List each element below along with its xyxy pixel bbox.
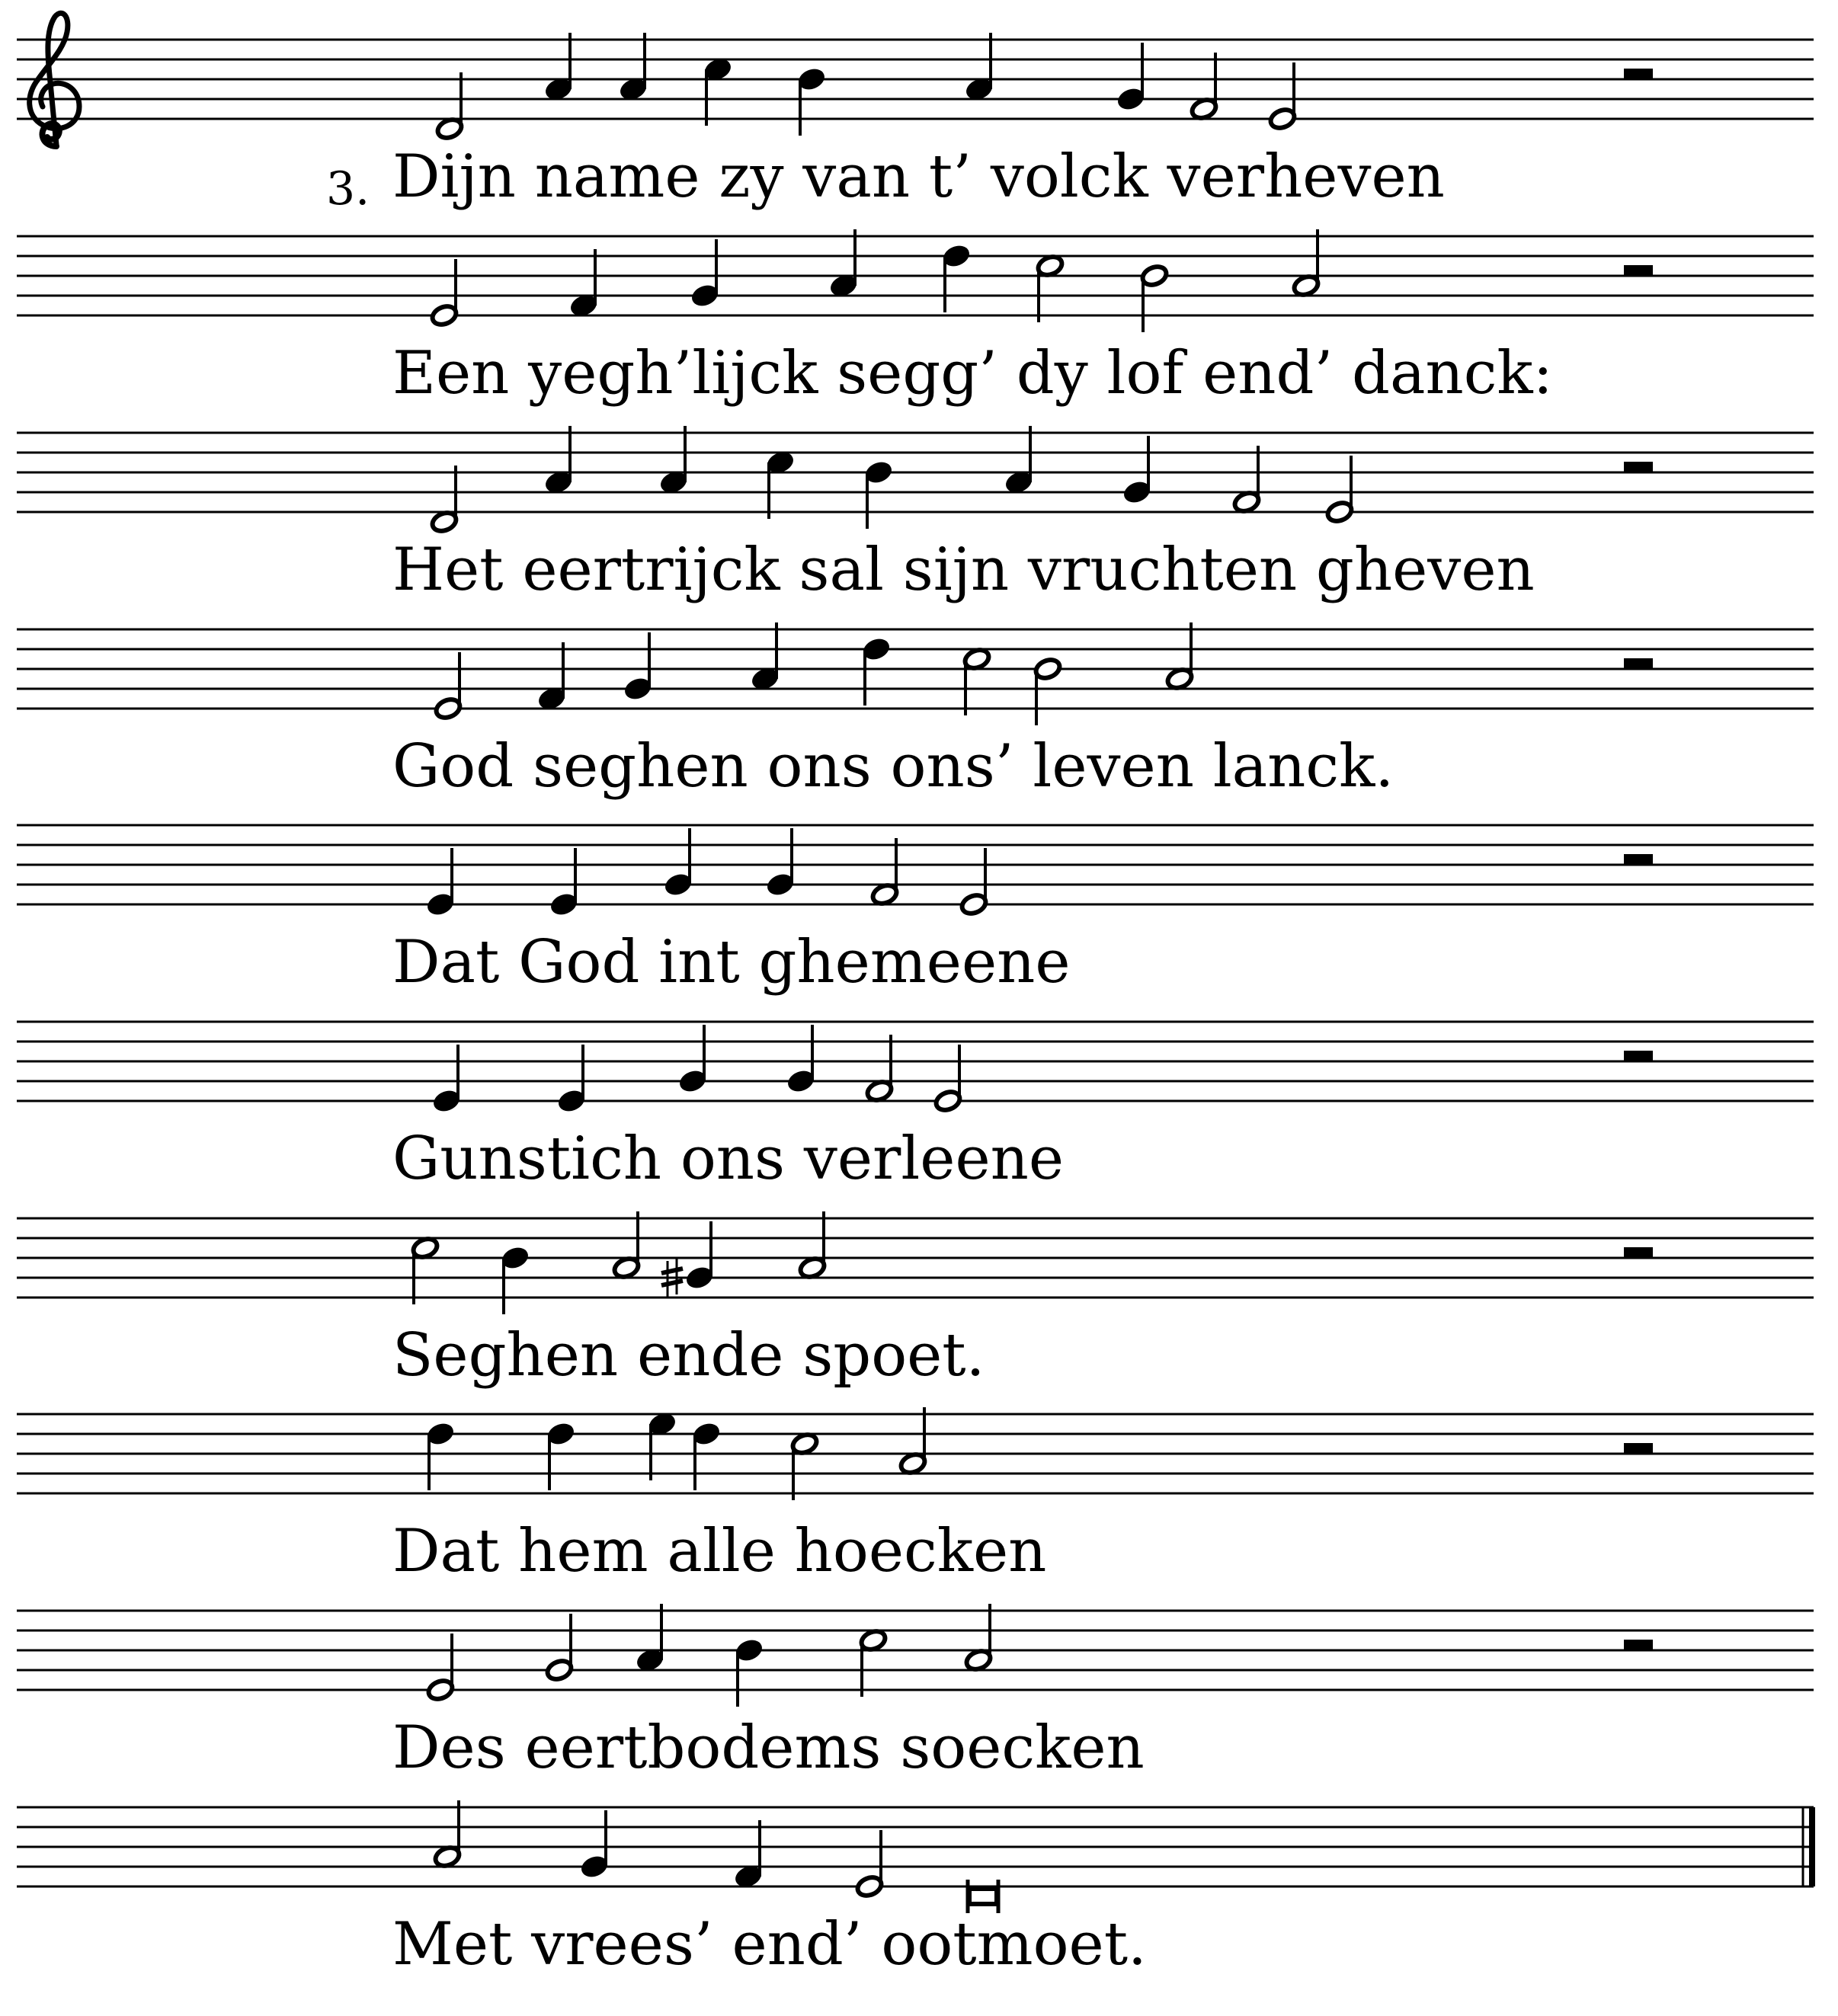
note (790, 1432, 819, 1500)
half-rest (1624, 1051, 1653, 1061)
note (798, 1211, 827, 1280)
staff-system (17, 825, 1814, 917)
note (703, 56, 734, 126)
note (968, 1880, 998, 1913)
staff-system (17, 229, 1814, 332)
note (647, 1411, 678, 1480)
staff-system (17, 426, 1814, 534)
note (1268, 62, 1297, 131)
note (690, 239, 721, 309)
note (1033, 657, 1062, 725)
note (1165, 622, 1194, 691)
note (663, 828, 694, 898)
note (430, 259, 459, 328)
lyric-line: Dat God int ghemeene (392, 928, 1071, 997)
note (425, 848, 456, 917)
note (543, 426, 575, 495)
note (677, 1025, 709, 1094)
note (796, 66, 828, 136)
half-rest (1624, 1640, 1653, 1650)
note (635, 1604, 666, 1673)
lyric-line: Dat hem alle hoecken (392, 1517, 1047, 1586)
note (431, 1045, 463, 1114)
lyric-line: Des eertbodems soecken (392, 1714, 1145, 1782)
staff-system (17, 1800, 1814, 1913)
note (568, 249, 600, 318)
note (612, 1211, 641, 1280)
note (658, 426, 690, 495)
staff-system (17, 1604, 1814, 1707)
note (855, 1830, 884, 1899)
note (661, 1221, 715, 1298)
note (786, 1025, 817, 1094)
lyric-line: God seghen ons ons’ leven lanck. (392, 732, 1395, 801)
note (546, 1421, 577, 1490)
note (1140, 264, 1169, 332)
lyric-line: Gunstich ons verleene (392, 1125, 1065, 1193)
note (964, 1604, 993, 1672)
note (549, 848, 580, 917)
note (425, 1421, 456, 1490)
note (1004, 426, 1035, 495)
note (556, 1045, 588, 1114)
staff-system (17, 1022, 1814, 1114)
lyric-line: Het eertrijck sal sijn vruchten gheven (392, 536, 1535, 604)
lyric-line: Seghen ende spoet. (392, 1321, 985, 1390)
note (500, 1245, 531, 1314)
lyric-line: Met vrees’ end’ ootmoet. (392, 1910, 1147, 1979)
staff-system (17, 622, 1814, 725)
staff-system (17, 1211, 1814, 1314)
note (1325, 456, 1354, 524)
note (865, 1035, 894, 1103)
note (734, 1637, 765, 1707)
note (1190, 53, 1218, 121)
note (691, 1421, 722, 1490)
staff-system (17, 1407, 1814, 1500)
note (933, 1045, 962, 1113)
note (964, 33, 995, 102)
note (941, 243, 972, 312)
half-rest (1624, 265, 1653, 276)
note (536, 642, 568, 712)
note (1122, 436, 1153, 505)
note (543, 33, 575, 102)
half-rest (1624, 854, 1653, 865)
lyric-line: Dijn name zy van t’ volck verheven (392, 142, 1445, 211)
half-rest (1624, 658, 1653, 669)
note (959, 848, 988, 917)
half-rest (1624, 1443, 1653, 1454)
note (861, 636, 892, 706)
half-rest (1624, 1247, 1653, 1258)
note (870, 838, 899, 907)
note (1292, 229, 1321, 298)
note (828, 229, 860, 299)
note (618, 33, 649, 102)
note (579, 1810, 610, 1880)
note (859, 1628, 888, 1697)
note (435, 72, 464, 141)
note (962, 647, 991, 715)
lyric-line: Een yegh’lijck segg’ dy lof end’ danck: (392, 339, 1553, 408)
staff-system (17, 33, 1814, 141)
note (733, 1820, 764, 1890)
verse-number: 3. (326, 162, 370, 216)
note (765, 828, 796, 898)
note (411, 1236, 440, 1304)
note (1232, 446, 1261, 514)
note (623, 632, 654, 702)
note (863, 459, 895, 529)
note (434, 652, 463, 721)
half-rest (1624, 462, 1653, 472)
note (545, 1614, 574, 1682)
note (426, 1634, 455, 1702)
note (1116, 43, 1147, 112)
note (750, 622, 781, 692)
half-rest (1624, 69, 1653, 79)
note (433, 1800, 462, 1869)
note (765, 450, 796, 519)
note (898, 1407, 927, 1476)
note (430, 466, 459, 534)
breve-notehead (969, 1889, 997, 1904)
note (1036, 254, 1065, 322)
